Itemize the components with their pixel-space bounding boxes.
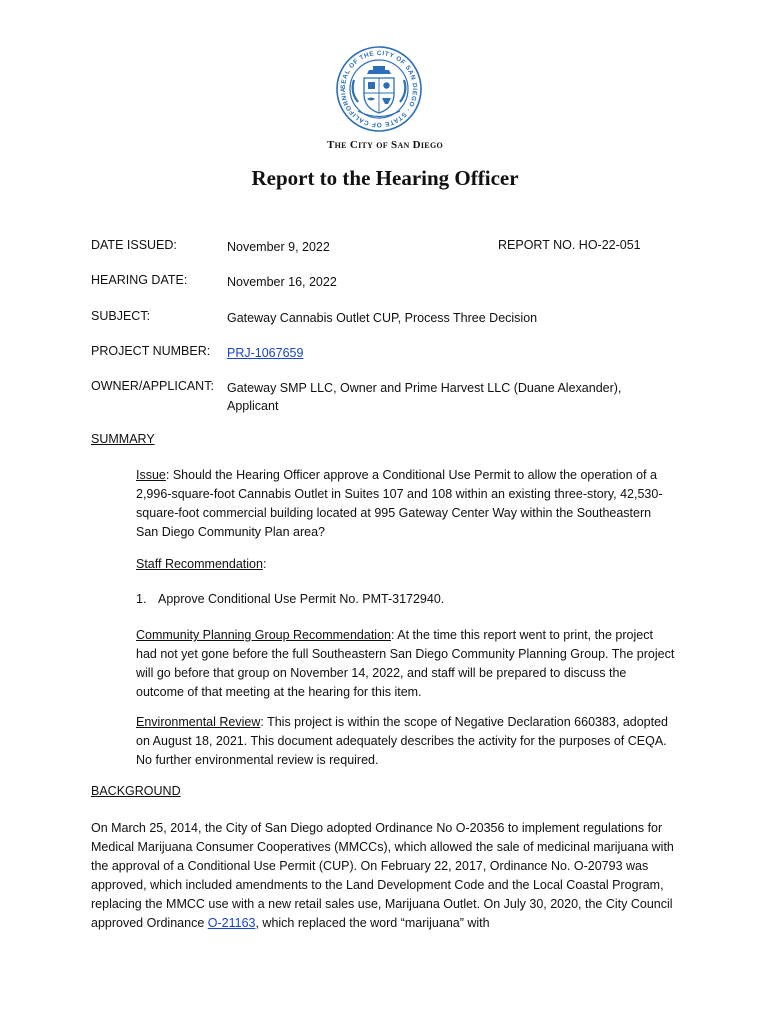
environmental-review-text: : This project is within the scope of Negative Declaration 660383, adopted on August 18, 2021. This document adequately describes the activity for the purposes of CEQA. No further environmental review is required.: [136, 715, 669, 767]
cpg-recommendation-label: Community Planning Group Recommendation: [136, 628, 391, 642]
city-name: The City of San Diego: [327, 139, 443, 151]
environmental-review-label: Environmental Review: [136, 715, 261, 729]
issue-paragraph: [136, 466, 676, 542]
background-paragraph: [91, 819, 691, 933]
city-seal-icon: [336, 46, 422, 132]
staff-recommendation-heading: [136, 555, 676, 574]
background-text-part1: On March 25, 2014, the City of San Diego adopted Ordinance No O-20356 to implement regulations for Medical Marijuana Consumer Cooperatives (MMCCs), which allowed the sale of medicinal marijuana with the approval of a Conditional Use Permit (CUP). On February 22, 2017, Ordinance No. O-20793 was approved, which included amendments to the Land Development Code and the Local Coastal Program, replacing the MMCC use with a new retail sales use, Marijuana Outlet. On July 30, 2020, the City Council approved Ordinance: [91, 821, 674, 930]
issue-text: : Should the Hearing Officer approve a Conditional Use Permit to allow the operation of a 2,996-square-foot Cannabis Outlet in Suites 107 and 108 within an existing three-story, 42,530-square-foot commercial building located at 995 Gateway Center Way within the Southeastern San Diego Community Plan area?: [136, 468, 663, 539]
report-number: REPORT NO. HO-22-051: [498, 238, 641, 252]
hearing-date-value: November 16, 2022: [227, 275, 337, 289]
staff-recommendation-colon: :: [262, 557, 267, 571]
subject-value: Gateway Cannabis Outlet CUP, Process Three Decision: [227, 311, 538, 325]
ordinance-link[interactable]: O-21163: [207, 916, 256, 930]
page-title: Report to the Hearing Officer: [251, 166, 519, 190]
recommendation-item-text: Approve Conditional Use Permit No. PMT-3172940.: [158, 592, 445, 606]
hearing-date-label: HEARING DATE:: [91, 273, 188, 287]
cpg-recommendation-paragraph: [136, 626, 676, 702]
cpg-recommendation-text: : At the time this report went to print, the project had not yet gone before the full Southeastern San Diego Community Planning Group. The project will go before that group on November 14, 2022, and staff will be prepared to discuss the outcome of that meeting at the hearing for this item.: [136, 628, 675, 699]
staff-recommendation-label: Staff Recommendation: [136, 557, 263, 571]
project-number-link[interactable]: PRJ-1067659: [227, 346, 304, 360]
recommendation-item: [136, 590, 676, 609]
background-text-part2: , which replaced the word “marijuana” with: [255, 916, 490, 930]
recommendation-item-number: 1.: [136, 592, 147, 606]
issue-label: Issue: [136, 468, 166, 482]
environmental-review-paragraph: [136, 713, 676, 770]
owner-applicant-value: Gateway SMP LLC, Owner and Prime Harvest LLC (Duane Alexander), Applicant: [227, 381, 622, 413]
subject-label: SUBJECT:: [91, 309, 151, 323]
date-issued-label: DATE ISSUED:: [91, 238, 177, 252]
summary-heading: SUMMARY: [91, 432, 155, 446]
project-number-label: PROJECT NUMBER:: [91, 344, 211, 358]
owner-applicant-label: OWNER/APPLICANT:: [91, 379, 214, 393]
background-heading: BACKGROUND: [91, 784, 181, 798]
seal-text: SEAL OF THE CITY OF SAN DIEGO · STATE OF CALIFORNIA: [339, 49, 419, 129]
date-issued-value: November 9, 2022: [227, 240, 330, 254]
